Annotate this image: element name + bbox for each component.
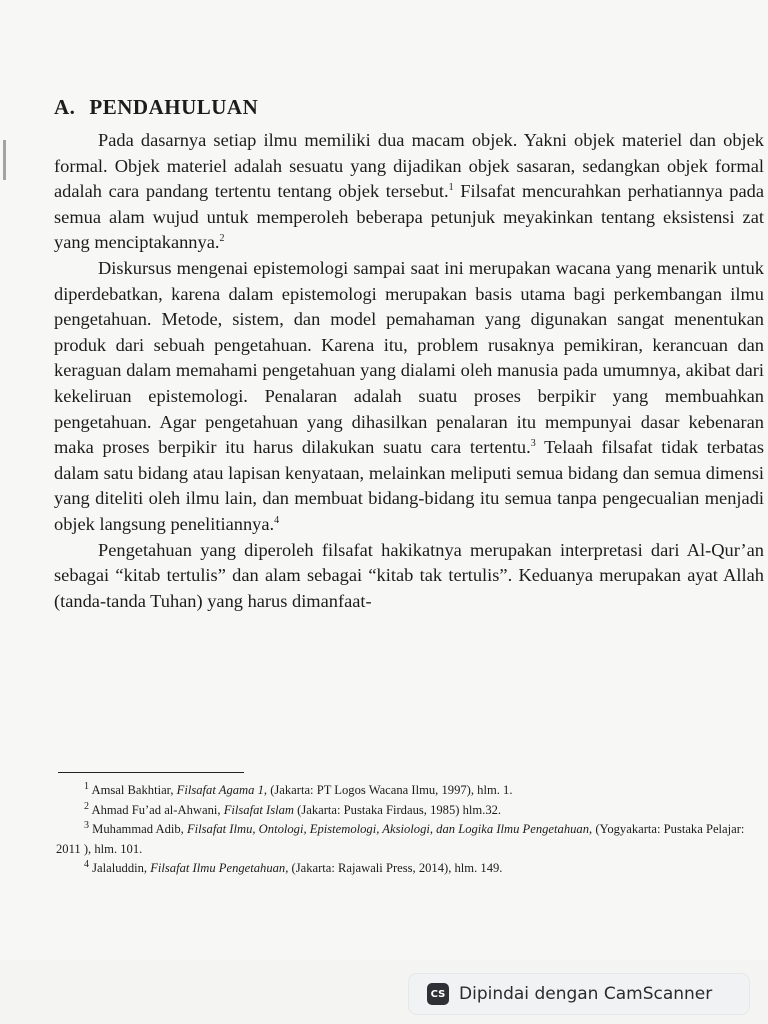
footnote-title: Filsafat Ilmu, Ontologi, Epistemologi, Aksiologi, dan Logika Ilmu Pengetahuan <box>186 822 590 837</box>
paragraph-2-text-a: Diskursus mengenai epistemologi sampai saat ini merupakan wacana yang menarik untuk diperdebatkan, karena dalam epistemologi merupakan basis utama bagi perkembangan ilmu pengetahuan. Metode, sistem, dan model pemahaman yang digunakan sangat menentukan produk dari sebuah pengetahuan. Karena itu, problem rusaknya pemikiran, kerancuan dan keraguan dalam memahami pengetahuan yang dialami oleh manusia pada umumnya, akibat dari kekeliruan epistemologi. Penalaran adalah suatu proses berpikir yang membuahkan pengetahuan. Agar pengetahuan yang dihasilkan penalaran itu mempunyai dasar kebenaran maka proses berpikir itu harus dilakukan suatu cara tertentu. <box>54 257 764 458</box>
scan-edge-mark <box>3 140 6 180</box>
footnote-publication: , (Jakarta: Rajawali Press, 2014), hlm. 149. <box>285 861 503 876</box>
paragraph-3 <box>54 538 764 615</box>
footnote-number: 3 <box>84 820 89 831</box>
footnote-title: Filsafat Agama 1 <box>176 783 264 797</box>
footnote-1 <box>56 781 760 801</box>
paragraph-1-text-b: Filsafat mencurahkan perhatiannya pada semua alam wujud untuk memperoleh beberapa petunjuk meyakinkan tentang eksistensi zat yang menciptakannya. <box>54 181 764 253</box>
footnote-publication: (Jakarta: Pustaka Firdaus, 1985) hlm.32. <box>294 802 502 817</box>
footnote-divider <box>58 772 244 773</box>
paragraph-1 <box>54 128 764 256</box>
footnote-ref-3: 3 <box>530 438 536 449</box>
paragraph-2-text-b: Telaah filsafat tidak terbatas dalam satu bidang atau lapisan kenyataan, melainkan meliputi semua bidang dan semua dimensi yang diteliti oleh ilmu lain, dan membuat bidang-bidang itu semua tanpa pengecualian menjadi objek langsung penelitiannya. <box>54 437 764 534</box>
footnote-author: Amsal Bakhtiar, <box>91 783 177 797</box>
watermark-label: Dipindai dengan CamScanner <box>459 984 713 1004</box>
footnote-publication: , (Jakarta: PT Logos Wacana Ilmu, 1997), hlm. 1. <box>263 783 513 797</box>
footnote-3 <box>56 820 760 859</box>
paragraph-1-text-a: Pada dasarnya setiap ilmu memiliki dua macam objek. Yakni objek materiel dan objek formal. Objek materiel adalah sesuatu yang dijadikan objek sasaran, sedangkan objek formal adalah cara pandang tertentu tentang objek tersebut. <box>54 130 764 202</box>
paragraph-2 <box>54 256 764 538</box>
footnote-number: 1 <box>84 780 89 792</box>
section-heading <box>54 95 258 120</box>
footnote-ref-4: 4 <box>274 514 280 526</box>
footnote-4 <box>56 859 760 879</box>
footnote-author: Muhammad Adib, <box>92 822 187 837</box>
footnote-ref-1: 1 <box>448 182 454 194</box>
footnote-author: Jalaluddin, <box>92 861 151 876</box>
footnotes <box>56 781 760 879</box>
camscanner-logo-icon: CS <box>427 983 449 1005</box>
footnote-number: 2 <box>84 800 89 812</box>
section-number: A. <box>54 95 76 119</box>
footnote-author: Ahmad Fu’ad al-Ahwani, <box>91 802 224 817</box>
camscanner-watermark <box>409 974 749 1014</box>
section-title: PENDAHULUAN <box>89 95 259 119</box>
body-text <box>54 128 764 614</box>
footnote-title: Filsafat Islam <box>223 802 295 817</box>
footnote-number: 4 <box>84 859 89 871</box>
footnote-ref-2: 2 <box>219 233 225 245</box>
footnote-publication: , (Yogyakarta: Pustaka Pelajar: 2011 ), hlm. 101. <box>56 822 745 856</box>
paragraph-3-text: Pengetahuan yang diperoleh filsafat hakikatnya merupakan interpretasi dari Al-Qur’an sebagai “kitab tertulis” dan alam sebagai “kitab tak tertulis”. Keduanya merupakan ayat Allah (tanda-tanda Tuhan) yang harus dimanfaat- <box>54 539 764 611</box>
footnote-title: Filsafat Ilmu Pengetahuan <box>150 861 286 876</box>
footnote-2 <box>56 801 760 821</box>
